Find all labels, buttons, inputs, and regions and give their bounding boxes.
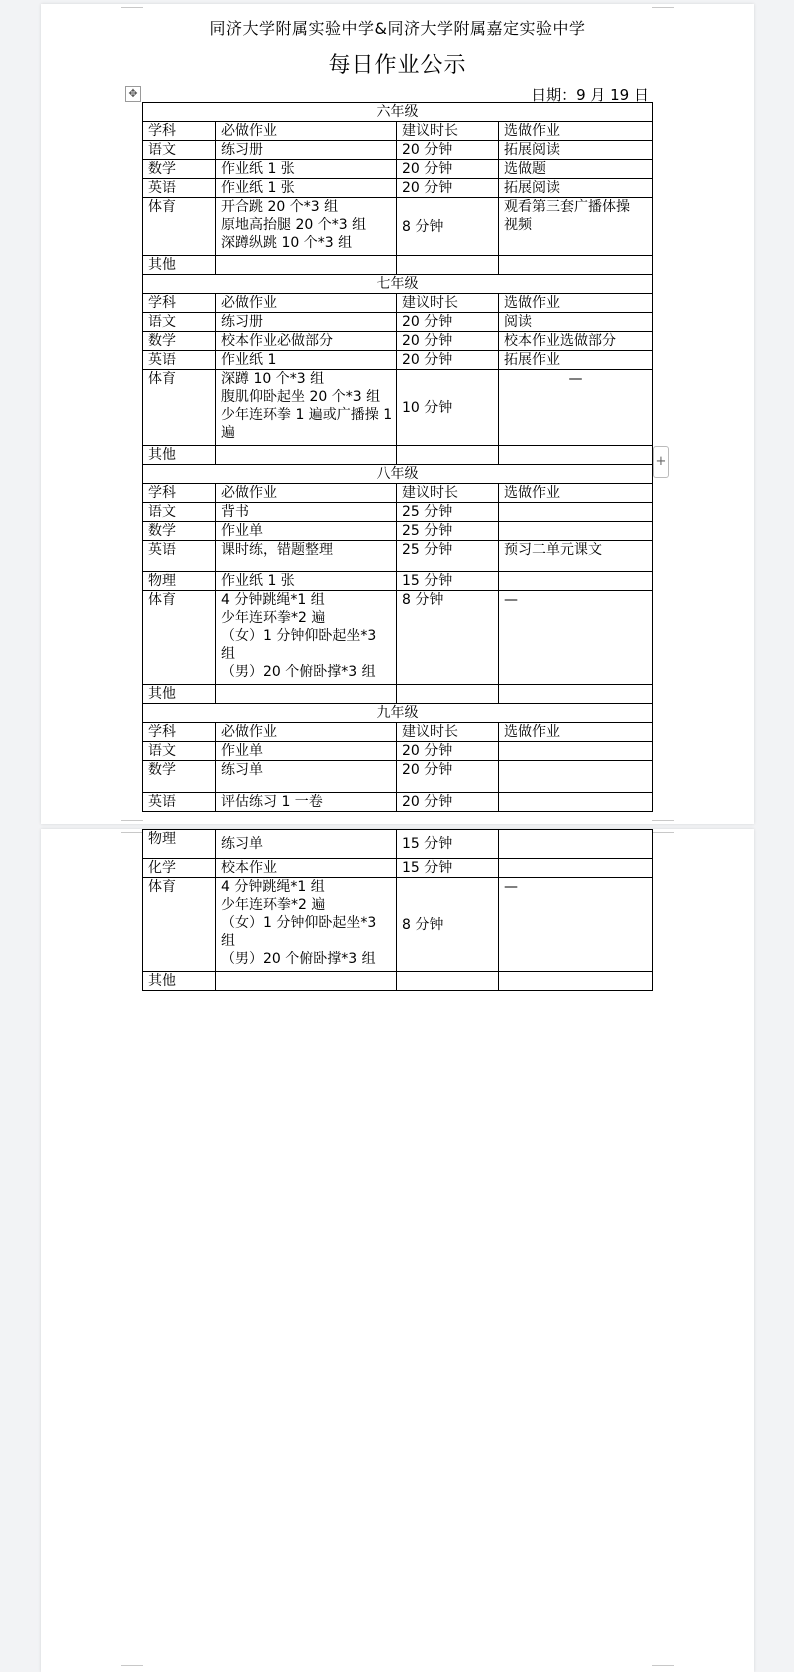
time-cell [397, 972, 499, 991]
optional-cell: 阅读 [499, 313, 653, 332]
required-line: 4 分钟跳绳*1 组 [221, 592, 325, 608]
column-header-row [143, 723, 653, 742]
column-header-row [143, 294, 653, 313]
time-cell: 25 分钟 [397, 503, 499, 522]
required-line: 少年连环拳 1 遍或广播操 1 [221, 407, 393, 423]
subject-cell: 化学 [143, 859, 216, 878]
subject-cell: 其他 [143, 446, 216, 465]
optional-cell [499, 972, 653, 991]
required-line: 少年连环拳*2 遍 [221, 897, 326, 913]
col-subject: 学科 [143, 294, 216, 313]
col-optional: 选做作业 [499, 484, 653, 503]
grade-header-row [143, 465, 653, 484]
subject-cell: 英语 [143, 541, 216, 572]
time-cell: 25 分钟 [397, 522, 499, 541]
table-row [143, 446, 653, 465]
time-cell [397, 256, 499, 275]
table-row [143, 972, 653, 991]
column-header-row [143, 484, 653, 503]
required-cell: 评估练习 1 一卷 [216, 793, 397, 812]
optional-cell [499, 256, 653, 275]
grade-6-title: 六年级 [143, 103, 653, 122]
required-line: 组 [221, 646, 235, 662]
time-cell: 20 分钟 [397, 313, 499, 332]
required-line: 遍 [221, 425, 235, 441]
document-page-1 [41, 4, 754, 824]
add-column-button[interactable]: + [653, 446, 669, 478]
document-header: 同济大学附属实验中学&同济大学附属嘉定实验中学 [209, 19, 586, 38]
required-cell: 作业单 [216, 742, 397, 761]
col-required: 必做作业 [216, 723, 397, 742]
required-line: （女）1 分钟仰卧起坐*3 [221, 628, 377, 644]
required-line: 4 分钟跳绳*1 组 [221, 879, 325, 895]
optional-cell [499, 742, 653, 761]
col-time: 建议时长 [397, 294, 499, 313]
table-row [143, 332, 653, 351]
homework-table [142, 102, 653, 812]
required-cell [216, 972, 397, 991]
subject-cell: 其他 [143, 256, 216, 275]
required-line: 原地高抬腿 20 个*3 组 [221, 217, 367, 233]
time-cell: 20 分钟 [397, 332, 499, 351]
subject-cell: 语文 [143, 313, 216, 332]
time-cell: 25 分钟 [397, 541, 499, 572]
document-date: 日期：9 月 19 日 [531, 86, 649, 104]
time-cell: 10 分钟 [397, 370, 499, 446]
time-cell: 20 分钟 [397, 793, 499, 812]
time-cell: 15 分钟 [397, 572, 499, 591]
document-page-2 [41, 829, 754, 1672]
time-cell: 20 分钟 [397, 761, 499, 793]
optional-cell [499, 522, 653, 541]
subject-cell: 体育 [143, 198, 216, 256]
col-required: 必做作业 [216, 484, 397, 503]
table-row [143, 141, 653, 160]
required-cell [216, 446, 397, 465]
grade-8-title: 八年级 [143, 465, 653, 484]
required-cell: 作业纸 1 张 [216, 572, 397, 591]
col-optional: 选做作业 [499, 723, 653, 742]
grade-header-row [143, 275, 653, 294]
table-row [143, 685, 653, 704]
required-line: 深蹲纵跳 10 个*3 组 [221, 235, 353, 251]
time-cell: 15 分钟 [397, 830, 499, 859]
required-cell [216, 685, 397, 704]
crop-mark [121, 816, 143, 821]
time-cell: 20 分钟 [397, 141, 499, 160]
subject-cell: 体育 [143, 878, 216, 972]
time-cell [397, 446, 499, 465]
time-cell: 20 分钟 [397, 742, 499, 761]
required-line: 深蹲 10 个*3 组 [221, 371, 325, 387]
table-row [143, 761, 653, 793]
table-row [143, 370, 653, 446]
time-cell: 8 分钟 [397, 591, 499, 685]
col-time: 建议时长 [397, 723, 499, 742]
time-cell: 20 分钟 [397, 179, 499, 198]
crop-mark [121, 1661, 143, 1666]
table-row [143, 830, 653, 859]
required-cell: 背书 [216, 503, 397, 522]
subject-cell: 体育 [143, 370, 216, 446]
required-line: （男）20 个俯卧撑*3 组 [221, 951, 376, 967]
required-cell: 作业纸 1 [216, 351, 397, 370]
table-row [143, 572, 653, 591]
time-cell: 20 分钟 [397, 160, 499, 179]
subject-cell: 语文 [143, 141, 216, 160]
required-cell [216, 370, 397, 446]
subject-cell: 体育 [143, 591, 216, 685]
document-title: 每日作业公示 [328, 53, 467, 78]
subject-cell: 数学 [143, 332, 216, 351]
optional-cell [499, 198, 653, 256]
table-row [143, 313, 653, 332]
optional-cell [499, 685, 653, 704]
required-line: （女）1 分钟仰卧起坐*3 [221, 915, 377, 931]
optional-cell [499, 859, 653, 878]
subject-cell: 英语 [143, 179, 216, 198]
table-row [143, 591, 653, 685]
time-cell: 8 分钟 [397, 198, 499, 256]
col-subject: 学科 [143, 484, 216, 503]
crop-mark [652, 7, 674, 12]
grade-9-title: 九年级 [143, 704, 653, 723]
subject-cell: 其他 [143, 685, 216, 704]
subject-cell: 语文 [143, 742, 216, 761]
col-subject: 学科 [143, 122, 216, 141]
time-cell: 15 分钟 [397, 859, 499, 878]
required-cell: 作业单 [216, 522, 397, 541]
required-line: 少年连环拳*2 遍 [221, 610, 326, 626]
table-row [143, 351, 653, 370]
optional-cell: 拓展阅读 [499, 179, 653, 198]
required-cell: 作业纸 1 张 [216, 179, 397, 198]
col-optional: 选做作业 [499, 122, 653, 141]
homework-table-continued [142, 829, 653, 991]
subject-cell: 英语 [143, 793, 216, 812]
required-cell [216, 591, 397, 685]
optional-cell [499, 572, 653, 591]
subject-cell: 物理 [143, 572, 216, 591]
subject-cell: 语文 [143, 503, 216, 522]
table-row [143, 522, 653, 541]
table-row [143, 878, 653, 972]
table-row [143, 179, 653, 198]
optional-line: 视频 [504, 217, 532, 233]
subject-cell: 物理 [143, 830, 216, 859]
optional-cell: 拓展阅读 [499, 141, 653, 160]
col-optional: 选做作业 [499, 294, 653, 313]
required-cell: 作业纸 1 张 [216, 160, 397, 179]
col-required: 必做作业 [216, 294, 397, 313]
optional-cell [499, 830, 653, 859]
crop-mark [121, 7, 143, 12]
optional-cell: — [499, 370, 653, 446]
required-cell: 校本作业 [216, 859, 397, 878]
table-row [143, 503, 653, 522]
table-row [143, 859, 653, 878]
optional-cell [499, 793, 653, 812]
time-cell: 8 分钟 [397, 878, 499, 972]
crop-mark [121, 832, 143, 837]
subject-cell: 英语 [143, 351, 216, 370]
required-line: 组 [221, 933, 235, 949]
required-line: 开合跳 20 个*3 组 [221, 199, 339, 215]
table-row [143, 160, 653, 179]
optional-cell: 校本作业选做部分 [499, 332, 653, 351]
required-cell [216, 256, 397, 275]
subject-cell: 其他 [143, 972, 216, 991]
crop-mark [652, 832, 674, 837]
required-cell [216, 878, 397, 972]
optional-cell: 预习二单元课文 [499, 541, 653, 572]
optional-cell: 选做题 [499, 160, 653, 179]
col-subject: 学科 [143, 723, 216, 742]
optional-cell [499, 761, 653, 793]
required-cell: 课时练，错题整理 [216, 541, 397, 572]
required-cell: 练习册 [216, 141, 397, 160]
grade-header-row [143, 103, 653, 122]
crop-mark [652, 1661, 674, 1666]
table-row [143, 256, 653, 275]
subject-cell: 数学 [143, 761, 216, 793]
crop-mark [652, 816, 674, 821]
optional-cell: 拓展作业 [499, 351, 653, 370]
subject-cell: 数学 [143, 160, 216, 179]
required-cell: 练习单 [216, 830, 397, 859]
optional-cell: — [499, 591, 653, 685]
col-time: 建议时长 [397, 122, 499, 141]
table-row [143, 793, 653, 812]
time-cell: 20 分钟 [397, 351, 499, 370]
required-line: （男）20 个俯卧撑*3 组 [221, 664, 376, 680]
table-row [143, 198, 653, 256]
optional-line: 观看第三套广播体操 [504, 199, 630, 215]
grade-7-title: 七年级 [143, 275, 653, 294]
optional-cell [499, 446, 653, 465]
col-required: 必做作业 [216, 122, 397, 141]
col-time: 建议时长 [397, 484, 499, 503]
optional-cell [499, 503, 653, 522]
required-cell: 练习单 [216, 761, 397, 793]
table-move-handle-icon[interactable]: ✥ [125, 86, 141, 102]
grade-header-row [143, 704, 653, 723]
table-row [143, 742, 653, 761]
subject-cell: 数学 [143, 522, 216, 541]
optional-cell: — [499, 878, 653, 972]
column-header-row [143, 122, 653, 141]
time-cell [397, 685, 499, 704]
required-cell: 练习册 [216, 313, 397, 332]
table-row [143, 541, 653, 572]
required-cell [216, 198, 397, 256]
required-cell: 校本作业必做部分 [216, 332, 397, 351]
required-line: 腹肌仰卧起坐 20 个*3 组 [221, 389, 381, 405]
